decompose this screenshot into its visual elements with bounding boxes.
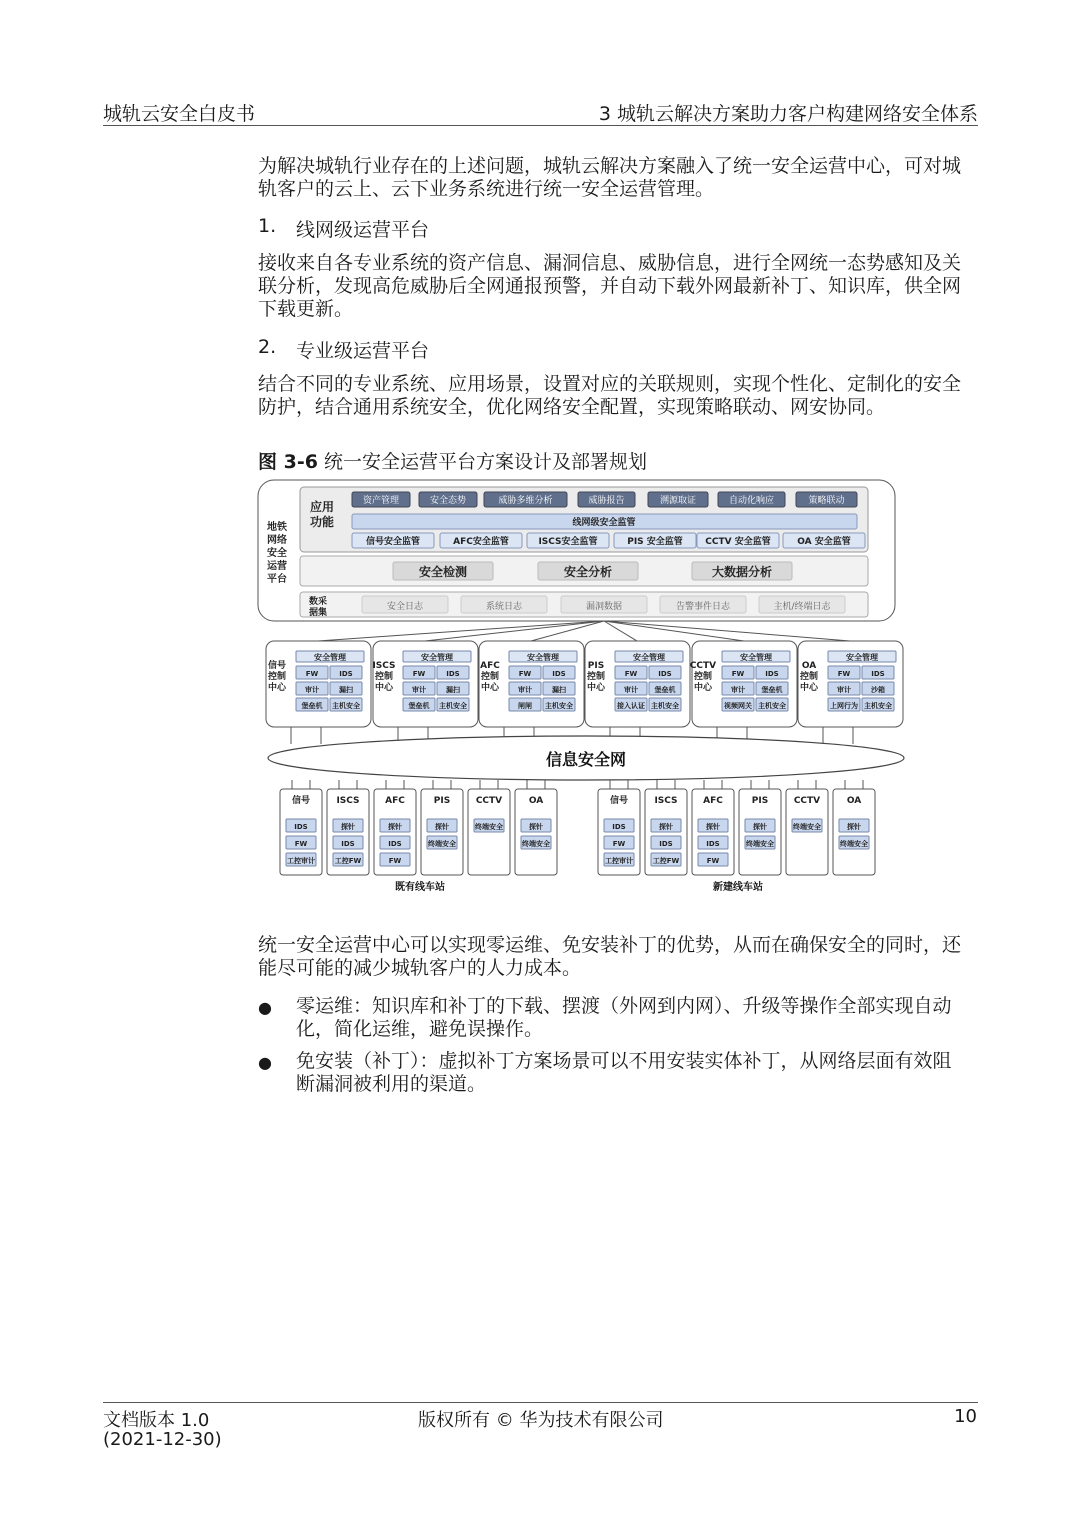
platform-label: 网络 xyxy=(267,535,287,546)
footer-date: (2021-12-30) xyxy=(103,1429,222,1450)
analysis-label: 安全检测 xyxy=(418,565,468,579)
specialty-monitor-label: AFC安全监管 xyxy=(453,537,509,547)
station-name: 信号 xyxy=(609,796,629,806)
control-center-name: 中心 xyxy=(799,683,819,693)
center-cell-label: 沙箱 xyxy=(871,686,885,694)
analysis-label: 安全分析 xyxy=(563,565,613,579)
control-center-name: ISCS xyxy=(372,661,396,671)
center-mgmt-label: 安全管理 xyxy=(740,653,772,662)
station-cell-label: FW xyxy=(612,840,626,848)
footer-rule xyxy=(103,1402,978,1403)
control-center-name: 信号 xyxy=(267,661,287,671)
figure-label: 图 3-6 xyxy=(258,451,318,473)
station-cell-label: 终端安全 xyxy=(746,840,774,848)
center-cell-label: 审计 xyxy=(518,686,532,694)
header-doc-title: 城轨云安全白皮书 xyxy=(103,103,256,125)
item1-number: 1. xyxy=(258,215,277,237)
station-cell-label: 探针 xyxy=(847,823,861,831)
bullet-dot-1: ● xyxy=(258,998,272,1017)
control-center-name: 控制 xyxy=(480,672,500,682)
center-cell-label: 审计 xyxy=(305,686,319,694)
app-label: 功能 xyxy=(309,515,335,529)
control-center-name: PIS xyxy=(587,661,605,671)
control-center-name: OA xyxy=(801,661,817,671)
control-center-name: CCTV xyxy=(689,661,717,671)
fan-line xyxy=(604,621,850,641)
center-cell-label: 主机安全 xyxy=(332,702,360,710)
control-center-name: 控制 xyxy=(586,672,606,682)
item1-title: 线网级运营平台 xyxy=(296,219,430,241)
center-cell-label: 堡垒机 xyxy=(408,702,430,710)
log-label: 系统日志 xyxy=(485,602,523,612)
center-cell-label: 审计 xyxy=(624,686,638,694)
item2-paragraph: 结合不同的专业系统、应用场景，设置对应的关联规则，实现个性化、定制化的安全防护，结合通用系统安全，优化网络安全配置，实现策略联动、网安协同。 xyxy=(258,373,962,418)
specialty-monitor-label: OA 安全监管 xyxy=(797,537,851,547)
footer-copyright: 版权所有 © 华为技术有限公司 xyxy=(418,1410,664,1431)
center-cell-label: 漏扫 xyxy=(339,686,353,694)
center-cell-label: FW xyxy=(518,670,532,678)
collect-label: 数采 xyxy=(308,597,328,607)
center-cell-label: IDS xyxy=(871,670,885,678)
station-name: CCTV xyxy=(475,796,503,806)
platform-label: 运营 xyxy=(267,561,287,572)
item2-number: 2. xyxy=(258,336,277,358)
station-name: OA xyxy=(846,796,862,806)
log-label: 安全日志 xyxy=(386,602,424,612)
station-name: PIS xyxy=(433,796,451,806)
specialty-monitor-label: PIS 安全监管 xyxy=(627,537,683,547)
station-name: OA xyxy=(528,796,544,806)
center-cell-label: 视频网关 xyxy=(724,702,752,710)
bullet-dot-2: ● xyxy=(258,1053,272,1072)
station-cell-label: 探针 xyxy=(529,823,543,831)
center-cell-label: 审计 xyxy=(731,686,745,694)
station-cell-label: 终端安全 xyxy=(840,840,868,848)
collect-label: 据集 xyxy=(308,608,328,618)
station-cell-label: FW xyxy=(706,857,720,865)
app-button-label: 威胁多维分析 xyxy=(498,496,553,506)
fan-line xyxy=(425,621,604,641)
center-cell-label: FW xyxy=(305,670,319,678)
fan-line xyxy=(318,621,604,641)
control-center-name: 中心 xyxy=(267,683,287,693)
station-cell-label: IDS xyxy=(341,840,355,848)
center-cell-label: 堡垒机 xyxy=(654,686,676,694)
station-cell-label: 终端安全 xyxy=(793,823,821,831)
control-center-name: 中心 xyxy=(480,683,500,693)
center-cell-label: FW xyxy=(624,670,638,678)
control-center-name: 控制 xyxy=(799,672,819,682)
control-center-name: 中心 xyxy=(693,683,713,693)
footer-version: 文档版本 1.0 xyxy=(103,1410,210,1431)
station-name: AFC xyxy=(703,796,723,806)
station-cell-label: 终端安全 xyxy=(428,840,456,848)
station-name: AFC xyxy=(385,796,405,806)
specialty-monitor-label: CCTV 安全监管 xyxy=(705,537,771,547)
station-name: 信号 xyxy=(291,796,311,806)
center-cell-label: IDS xyxy=(339,670,353,678)
header-chapter-title: 3 城轨云解决方案助力客户构建网络安全体系 xyxy=(598,103,978,125)
center-mgmt-label: 安全管理 xyxy=(633,653,665,662)
station-cell-label: 工控FW xyxy=(334,857,362,865)
platform-label: 安全 xyxy=(267,548,287,559)
center-cell-label: 漏扫 xyxy=(552,686,566,694)
center-cell-label: 审计 xyxy=(412,686,426,694)
station-cell-label: 探针 xyxy=(435,823,449,831)
station-name: ISCS xyxy=(654,796,678,806)
log-label: 告警事件日志 xyxy=(675,602,731,612)
bullet-text-1: 零运维：知识库和补丁的下载、摆渡（外网到内网）、升级等操作全部实现自动化，简化运维，避免误操作。 xyxy=(296,995,952,1040)
center-cell-label: 主机安全 xyxy=(439,702,467,710)
control-center-name: 中心 xyxy=(374,683,394,693)
center-cell-label: 闸闸 xyxy=(518,702,532,710)
center-cell-label: 上网行为 xyxy=(830,702,858,710)
station-cell-label: 工控FW xyxy=(652,857,680,865)
line-monitor-label: 线网级安全监管 xyxy=(572,518,636,528)
station-cell-label: 探针 xyxy=(753,823,767,831)
center-cell-label: IDS xyxy=(658,670,672,678)
platform-label: 平台 xyxy=(267,574,287,585)
center-cell-label: 主机安全 xyxy=(758,702,786,710)
station-cell-label: 探针 xyxy=(388,823,402,831)
station-cell-label: 工控审计 xyxy=(287,857,315,865)
station-cell-label: 终端安全 xyxy=(522,840,550,848)
app-label: 应用 xyxy=(309,500,335,514)
bullet-text-2: 免安装（补丁）：虚拟补丁方案场景可以不用安装实体补丁，从网络层面有效阻断漏洞被利用的渠道。 xyxy=(296,1050,952,1095)
station-cell-label: 工控审计 xyxy=(605,857,633,865)
control-center-name: 控制 xyxy=(267,672,287,682)
station-name: ISCS xyxy=(336,796,360,806)
analysis-label: 大数据分析 xyxy=(711,565,773,579)
center-mgmt-label: 安全管理 xyxy=(314,653,346,662)
specialty-monitor-label: 信号安全监管 xyxy=(365,537,421,547)
control-center-name: 中心 xyxy=(586,683,606,693)
platform-label: 地铁 xyxy=(267,522,287,533)
specialty-monitor-label: ISCS安全监管 xyxy=(538,537,598,547)
center-cell-label: 漏扫 xyxy=(446,686,460,694)
center-mgmt-label: 安全管理 xyxy=(421,653,453,662)
app-button-label: 溯源取证 xyxy=(659,496,697,506)
station-cell-label: IDS xyxy=(388,840,402,848)
figure-title: 统一安全运营平台方案设计及部署规划 xyxy=(324,451,648,473)
center-cell-label: 主机安全 xyxy=(651,702,679,710)
app-button-label: 安全态势 xyxy=(429,496,467,506)
station-cell-label: IDS xyxy=(612,823,626,831)
center-cell-label: 堡垒机 xyxy=(761,686,783,694)
station-cell-label: 探针 xyxy=(706,823,720,831)
info-security-network-label: 信息安全网 xyxy=(545,750,627,769)
after-paragraph: 统一安全运营中心可以实现零运维、免安装补丁的优势，从而在确保安全的同时，还能尽可能的减少城轨客户的人力成本。 xyxy=(258,934,962,979)
app-button-label: 资产管理 xyxy=(362,496,400,506)
fan-line xyxy=(604,621,637,641)
center-mgmt-label: 安全管理 xyxy=(527,653,559,662)
stations-old-label: 既有线车站 xyxy=(395,882,445,893)
control-center-name: 控制 xyxy=(374,672,394,682)
center-cell-label: FW xyxy=(412,670,426,678)
app-button-label: 自动化响应 xyxy=(728,496,775,506)
station-cell-label: FW xyxy=(294,840,308,848)
center-cell-label: 堡垒机 xyxy=(301,702,323,710)
intro-paragraph: 为解决城轨行业存在的上述问题，城轨云解决方案融入了统一安全运营中心，可对城轨客户的云上、云下业务系统进行统一安全运营管理。 xyxy=(258,155,962,200)
center-cell-label: IDS xyxy=(552,670,566,678)
footer-page-number: 10 xyxy=(954,1406,977,1427)
log-label: 漏洞数据 xyxy=(585,602,623,612)
station-cell-label: 探针 xyxy=(659,823,673,831)
station-name: CCTV xyxy=(793,796,821,806)
stations-new-label: 新建线车站 xyxy=(713,882,763,893)
app-button-label: 威胁报告 xyxy=(588,496,625,506)
station-cell-label: IDS xyxy=(659,840,673,848)
center-cell-label: IDS xyxy=(765,670,779,678)
center-cell-label: FW xyxy=(837,670,851,678)
station-cell-label: IDS xyxy=(706,840,720,848)
app-button-label: 策略联动 xyxy=(808,496,845,506)
station-cell-label: 探针 xyxy=(341,823,355,831)
log-label: 主机/终端日志 xyxy=(773,602,831,612)
center-cell-label: 主机安全 xyxy=(545,702,573,710)
item1-paragraph: 接收来自各专业系统的资产信息、漏洞信息、威胁信息，进行全网统一态势感知及关联分析，发现高危威胁后全网通报预警，并自动下载外网最新补丁、知识库，供全网下载更新。 xyxy=(258,252,962,320)
center-cell-label: 审计 xyxy=(837,686,851,694)
center-mgmt-label: 安全管理 xyxy=(846,653,878,662)
control-center-name: AFC xyxy=(480,661,500,671)
station-cell-label: FW xyxy=(388,857,402,865)
center-cell-label: 接入认证 xyxy=(617,702,645,710)
center-cell-label: 主机安全 xyxy=(864,702,892,710)
center-cell-label: IDS xyxy=(446,670,460,678)
station-cell-label: 终端安全 xyxy=(475,823,503,831)
station-name: PIS xyxy=(751,796,769,806)
center-cell-label: FW xyxy=(731,670,745,678)
item2-title: 专业级运营平台 xyxy=(296,340,430,362)
control-center-name: 控制 xyxy=(693,672,713,682)
station-cell-label: IDS xyxy=(294,823,308,831)
